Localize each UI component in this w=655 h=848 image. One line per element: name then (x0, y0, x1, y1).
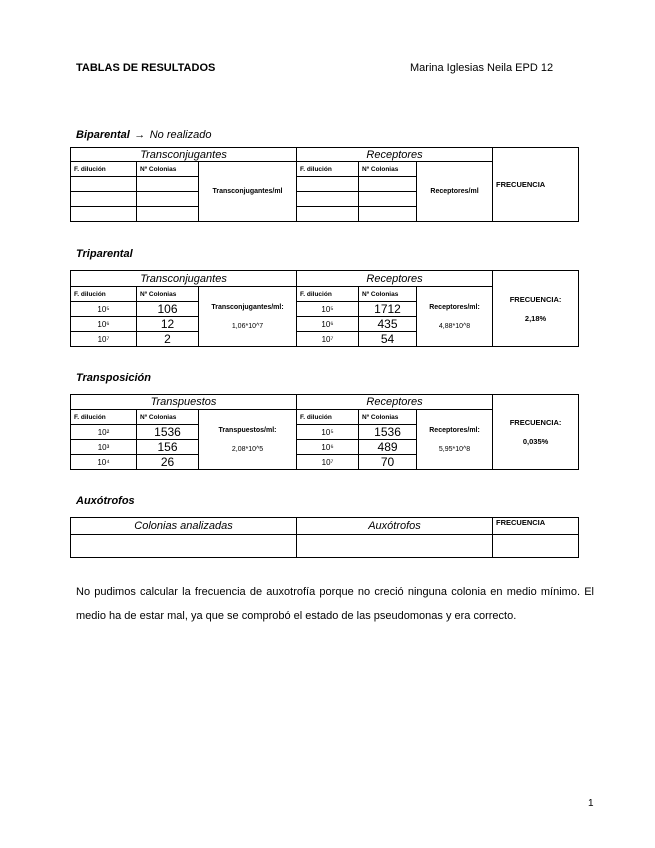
colonias-cell: 54 (359, 332, 417, 347)
empty-cell (359, 177, 417, 192)
page-title: TABLAS DE RESULTADOS (76, 62, 216, 74)
colonias-cell: 1536 (137, 425, 199, 440)
receptores-per-ml-label: Receptores/ml: (429, 426, 480, 434)
col-header-colonias: Nº Colonias (359, 410, 417, 425)
frecuencia-value: 2,18% (524, 313, 547, 323)
empty-cell (493, 535, 579, 558)
colonias-cell: 12 (137, 317, 199, 332)
col-header-dilucion: F. dilución (297, 162, 359, 177)
col-header-dilucion: F. dilución (297, 287, 359, 302)
dilucion-cell: 10⁴ (71, 455, 137, 470)
auxotrofos-table (70, 517, 579, 558)
biparental-heading (76, 125, 211, 143)
transpuestos-per-ml-value: 2,08*10^5 (231, 445, 264, 453)
group-header-receptores: Receptores (297, 395, 493, 410)
colonias-cell: 156 (137, 440, 199, 455)
transconjugantes-per-ml: Transconjugantes/ml (199, 162, 297, 222)
col-header-colonias-analizadas: Colonias analizadas (71, 518, 297, 535)
col-header-dilucion: F. dilución (297, 410, 359, 425)
receptores-per-ml-value: 4,88*10^8 (438, 322, 471, 330)
group-header-receptores: Receptores (297, 148, 493, 162)
dilucion-cell: 10⁵ (297, 425, 359, 440)
empty-cell (137, 177, 199, 192)
colonias-cell: 1536 (359, 425, 417, 440)
col-header-dilucion: F. dilución (71, 410, 137, 425)
frecuencia-cell (493, 395, 579, 470)
group-header-transpuestos: Transpuestos (71, 395, 297, 410)
group-header-transconjugantes: Transconjugantes (71, 271, 297, 287)
empty-cell (137, 192, 199, 207)
transposicion-heading: Transposición (76, 372, 151, 384)
group-header-transconjugantes: Transconjugantes (71, 148, 297, 162)
colonias-cell: 70 (359, 455, 417, 470)
receptores-per-ml (417, 287, 493, 347)
col-header-colonias: Nº Colonias (137, 287, 199, 302)
empty-cell (359, 207, 417, 222)
section-note: No realizado (149, 129, 212, 141)
page-number: 1 (588, 798, 594, 809)
auxotrofos-heading: Auxótrofos (76, 495, 135, 507)
col-header-dilucion: F. dilución (71, 287, 137, 302)
col-header-colonias: Nº Colonias (137, 410, 199, 425)
frecuencia-cell (493, 271, 579, 347)
dilucion-cell: 10⁵ (71, 302, 137, 317)
frecuencia-cell: FRECUENCIA (493, 148, 579, 222)
empty-cell (71, 535, 297, 558)
group-header-receptores: Receptores (297, 271, 493, 287)
transconjugantes-per-ml-value: 1,06*10^7 (231, 322, 264, 330)
triparental-table (70, 270, 579, 347)
col-header-frecuencia: FRECUENCIA (493, 518, 579, 535)
colonias-cell: 489 (359, 440, 417, 455)
empty-cell (359, 192, 417, 207)
dilucion-cell: 10⁶ (71, 317, 137, 332)
colonias-cell: 26 (137, 455, 199, 470)
frecuencia-label: FRECUENCIA: (509, 294, 562, 304)
conclusion-paragraph: No pudimos calcular la frecuencia de auxotrofía porque no creció ninguna colonia en medio mínimo. El medio ha de estar mal, ya que se comprobó el estado de las pseudomonas y era correcto. (76, 586, 594, 622)
empty-cell (71, 207, 137, 222)
dilucion-cell: 10² (71, 425, 137, 440)
empty-cell (71, 192, 137, 207)
receptores-per-ml (417, 410, 493, 470)
col-header-colonias: Nº Colonias (359, 287, 417, 302)
receptores-per-ml-value: 5,95*10^8 (438, 445, 471, 453)
empty-cell (297, 535, 493, 558)
empty-cell (297, 177, 359, 192)
frecuencia-value: 0,035% (522, 437, 549, 446)
section-title: Biparental (76, 129, 130, 141)
dilucion-cell: 10⁷ (297, 332, 359, 347)
colonias-cell: 106 (137, 302, 199, 317)
author-line: Marina Iglesias Neila EPD 12 (410, 62, 554, 74)
col-header-dilucion: F. dilución (71, 162, 137, 177)
empty-cell (297, 192, 359, 207)
empty-cell (137, 207, 199, 222)
dilucion-cell: 10³ (71, 440, 137, 455)
transposicion-table (70, 394, 579, 470)
empty-cell (71, 177, 137, 192)
dilucion-cell: 10⁶ (297, 317, 359, 332)
receptores-per-ml-label: Receptores/ml: (429, 303, 480, 311)
dilucion-cell: 10⁶ (297, 440, 359, 455)
colonias-cell: 2 (137, 332, 199, 347)
biparental-table (70, 147, 579, 222)
frecuencia-label: FRECUENCIA: (509, 418, 562, 427)
arrow-icon: → (134, 129, 146, 141)
transconjugantes-per-ml (199, 287, 297, 347)
dilucion-cell: 10⁵ (297, 302, 359, 317)
col-header-colonias: Nº Colonias (137, 162, 199, 177)
receptores-per-ml: Receptores/ml (417, 162, 493, 222)
transpuestos-per-ml (199, 410, 297, 470)
dilucion-cell: 10⁷ (297, 455, 359, 470)
colonias-cell: 1712 (359, 302, 417, 317)
triparental-heading: Triparental (76, 248, 133, 260)
dilucion-cell: 10⁷ (71, 332, 137, 347)
col-header-auxotrofos: Auxótrofos (297, 518, 493, 535)
col-header-colonias: Nº Colonias (359, 162, 417, 177)
empty-cell (297, 207, 359, 222)
colonias-cell: 435 (359, 317, 417, 332)
transpuestos-per-ml-label: Transpuestos/ml: (218, 426, 277, 434)
transconjugantes-per-ml-label: Transconjugantes/ml: (211, 303, 284, 311)
